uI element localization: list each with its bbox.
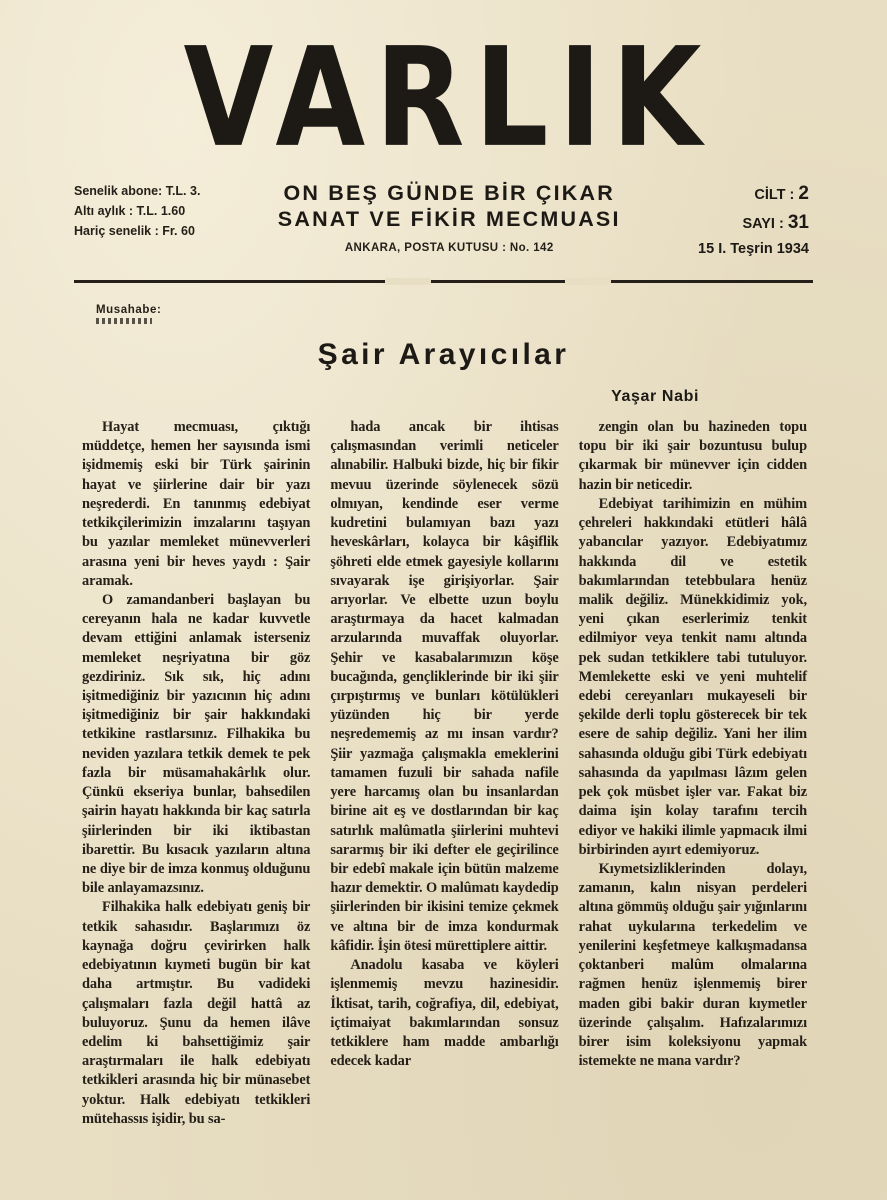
subscription-rate-abroad: Hariç senelik : Fr. 60 <box>74 223 195 238</box>
masthead <box>60 0 827 288</box>
paragraph: hada ancak bir ihtisas çalışmasından verimli neticeler alınabilir. Halbuki bizde, hiç bir fikir mevuu üzerinde söylenecek sözü olmıyan, kendinde eser verme kudretini bulamıyan bazı yazı heveskârları, kolayca bir kâşiflik şöhreti elde etmek gayesiyle kollarını sıvayarak işe girişiyorlar. Şair arıyorlar. Ve elbette uzun boylu araştırmaya da hacet kalmadan arzularında muvaffak oluyorlar. Şehir ve kasabalarımızın köşe bucağında, gençliklerinde bir iki şiir çırpıştırmış ve bunları kötülükleri yüzünden hiç bir yerde neşredememiş az mı insan vardır? Şiir yazmağa çalışmakla emeklerini tamamen fuzuli bir sahada nafile yere harcamış olan bu insanlardan birine ait eş ve dostlarından bir kaç satırlık malûmatla şiirlerini muhtevi sararmış bir iki defter ele geçirilince bir edebî makale için bütün malzeme hazır demektir. O malûmatı kaydedip şiirlerinden bir ikisini temize çekmek ve altına bir de imza kondurmak kâfidir. İşin ötesi mürettiplere aittir. <box>330 418 559 954</box>
article-author: Yaşar Nabi <box>611 387 699 405</box>
paragraph: zengin olan bu hazineden topu topu bir iki şair bozuntusu bulup çıkarmak bir münevver için cidden hazin bir neticedir. <box>578 418 807 493</box>
article-title: Şair Arayıcılar <box>317 337 570 371</box>
tagline-line-1: ON BEŞ GÜNDE BİR ÇIKAR <box>283 181 615 206</box>
issue-date: 15 I. Teşrin 1934 <box>698 240 809 257</box>
masthead-tagline <box>200 178 698 253</box>
underline-squiggle <box>96 318 152 324</box>
article-column-2 <box>330 418 558 1129</box>
volume-value: 2 <box>798 183 809 205</box>
article-body <box>60 418 827 1129</box>
number-line <box>698 209 809 238</box>
tagline-line-2: SANAT VE FİKİR MECMUASI <box>277 207 621 232</box>
paragraph: Hayat mecmuası, çıktığı müddetçe, hemen her sayısında ismi işidmemiş eski bir Türk şairinin hayat ve şiirlerine dair bir yazı neşrederdi. En tanınmış edebiyat tetkikçilerimizin imzalarını taşıyan bu yazılar memleket münevverleri arasına yeni bir heves yaydı : Şair aramak. <box>82 418 311 589</box>
divider-gap-right <box>565 278 611 285</box>
paragraph: Kıymetsizliklerinden dolayı, zamanın, kalın nisyan perdeleri altına gömmüş olduğu şair yığınlarını rahat uykularına terkedelim ve yenilerini keşfetmeye kalkışmadansa çoktanberi malûm olmalarına rağmen henüz işlenmemiş birer maden gibi bakir duran kıymetler üzerinde çalışalım. Hafızalarımızı birer isim koleksiyonu yapmak istemekte ne mana vardır? <box>578 861 807 1070</box>
paragraph: Edebiyat tarihimizin en mühim çehreleri hakkındaki etütleri hâlâ yabancılar yazıyor. Edebiyatımız hakkında dil ve estetik bakımlarından tetebbulara henüz malik değiliz. Münekkidimiz yok, yeni çıkan eserlerimiz tenkit edilmiyor veya tenkit namı altında pek sudan tetkiklere tabi tutuluyor. Memlekette eski ve yeni muhtelif edebi cereyanları mukayeseli bir şekilde derli toplu gösterecek bir tek esere de sahip değiliz. Yani her ilim sahasında olduğu gibi Türk edebiyatı sahasında da yapılması lâzım gelen pek çok müsbet işler var. Fakat biz daima işin kolay tarafını tercih ediyor ve hakiki ilimle yapmacık ilmi birbirinden ayırt edemiyoruz. <box>578 495 807 858</box>
divider-line <box>74 280 813 283</box>
magazine-title: VARLIK <box>183 18 712 178</box>
article-kicker <box>60 304 827 324</box>
article-kicker-text: Musahabe: <box>96 303 162 316</box>
article-column-3 <box>579 418 807 1129</box>
divider-gap-left <box>385 278 431 285</box>
masthead-address: ANKARA, POSTA KUTUSU : No. 142 <box>344 241 554 254</box>
article-column-1 <box>82 418 310 1129</box>
subscription-rates <box>74 178 200 241</box>
volume-line <box>698 180 809 209</box>
paragraph: Filhakika halk edebiyatı geniş bir tetkik sahasıdır. Başlarımızı öz kaynağa doğru çevirirken halk edebiyatının kıymeti bugün bir kat daha artmıştır. Bu vadideki çalışmaları fazla değil hattâ az buluyoruz. Şunu da hemen ilâve edelim ki bahsettiğimiz şair araştırmaları ile halk edebiyatı tetkikleri arasında hiç bir münasebet yoktur. Halk edebiyatı tetkikleri mütehassıs işidir, bu sa- <box>82 899 311 1127</box>
masthead-info-row <box>60 178 827 260</box>
number-label: SAYI : <box>742 216 784 233</box>
masthead-divider <box>60 274 827 288</box>
subscription-rate-halfyear: Altı aylık : T.L. 1.60 <box>74 203 186 218</box>
volume-label: CİLT : <box>754 187 795 204</box>
paragraph: O zamandanberi başlayan bu cereyanın hala ne kadar kuvvetle devam ettiğini anlamak isterseniz memleket neşriyatına bir göz gezdiriniz. Sık sık, hiç adını işitmediğiniz bir yazıcının hiç adını işitmediğiniz bir şair hakkındaki tetkikine rastlarsınız. Filhakika bu neviden yazılara tetkik demek te pek fazla bir müsamahakârlık olur. Çünkü ekseriya bunlar, bahsedilen şairin hayatı hakkında bir kaç satırla şiirlerinden bir iki iktibastan ibarettir. Bu kısacık yazıların altına ne diye bir de imza konmuş olduğunu bile anlayamazsınız. <box>82 591 311 897</box>
subscription-rate-yearly: Senelik abone: T.L. 3. <box>74 184 201 199</box>
number-value: 31 <box>787 212 809 234</box>
paragraph: Anadolu kasaba ve köyleri işlenmemiş mevzu hazinesidir. İktisat, tarih, coğrafiya, dil, edebiyat, içtimaiyat bakımlarından sonsuz tetkiklere ham madde ambarlığı edecek kadar <box>330 957 559 1070</box>
issue-info <box>698 178 809 260</box>
